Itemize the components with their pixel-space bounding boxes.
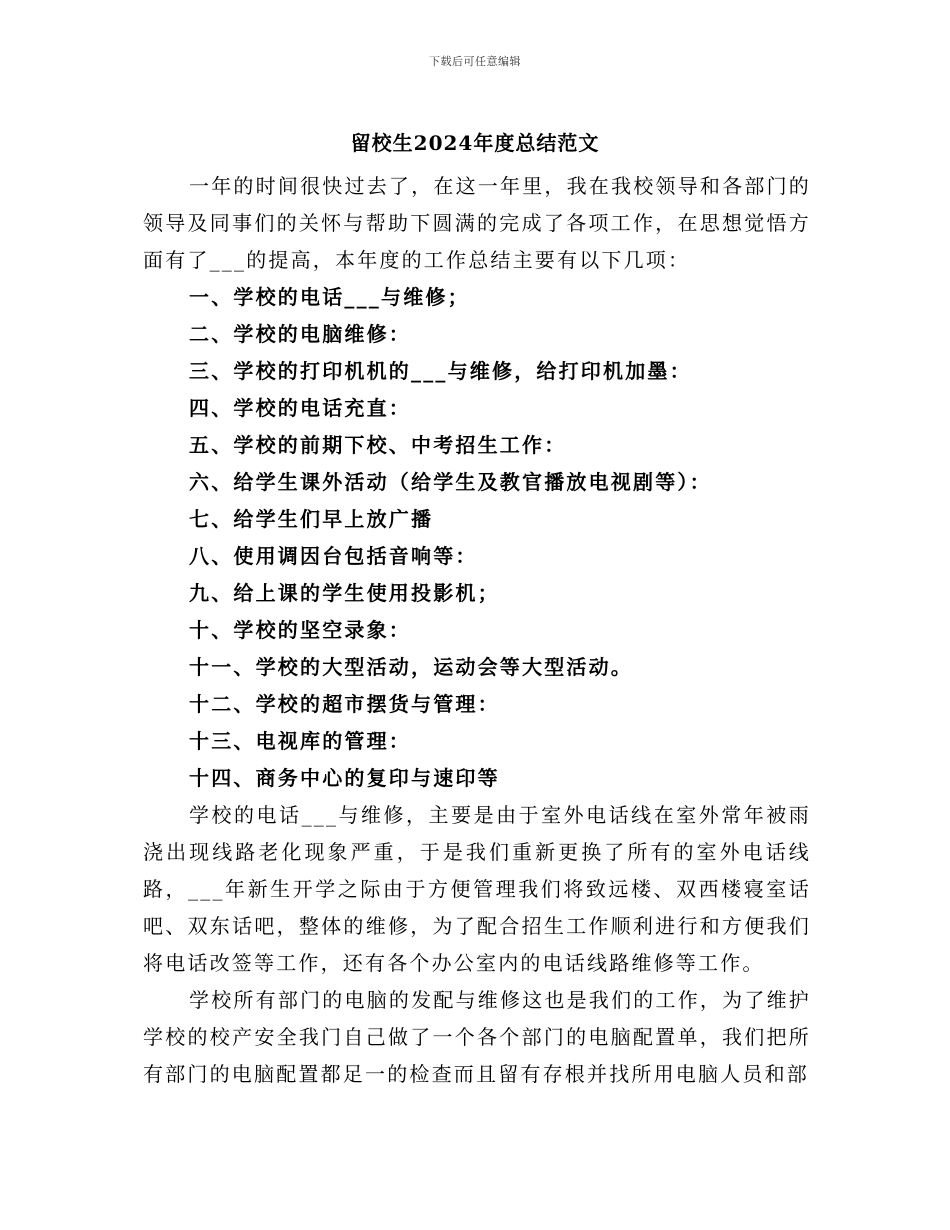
document-title: 留校生2024年度总结范文 [350, 131, 600, 155]
list-item: 七、给学生们早上放广播 [189, 507, 434, 531]
header-note: 下载后可任意编辑 [429, 55, 521, 68]
list-item: 十三、电视库的管理： [189, 729, 411, 753]
list-item: 三、学校的打印机机的___与维修，给打印机加墨： [189, 359, 692, 383]
list-item: 一、学校的电话___与维修； [189, 285, 470, 309]
work-item-list [143, 279, 811, 797]
list-item: 四、学校的电话充直： [189, 396, 411, 420]
list-item: 六、给学生课外活动（给学生及教官播放电视剧等）： [189, 470, 712, 494]
phone-repair-paragraph: 学校的电话___与维修，主要是由于室外电话线在室外常年被雨浇出现线路老化现象严重，于是我们重新更换了所有的室外电话线路，___年新生开学之际由于方便管理我们将致远楼、双西楼寝室话吧、双东话吧，整体的维修，为了配合招生工作顺利进行和方便我们将电话改签等工作，还有各个办公室内的电话线路维修等工作。 [143, 803, 811, 975]
document-body [143, 168, 811, 1093]
computer-maintenance-paragraph: 学校所有部门的电脑的发配与维修这也是我们的工作，为了维护学校的校产安全我门自己做了一个各个部门的电脑配置单，我们把所有部门的电脑配置都足一的检查而且留有存根并找所用电脑人员和部 [143, 988, 811, 1086]
intro-paragraph: 一年的时间很快过去了，在这一年里，我在我校领导和各部门的领导及同事们的关怀与帮助下圆满的完成了各项工作，在思想觉悟方面有了___的提高，本年度的工作总结主要有以下几项： [143, 174, 811, 272]
list-item: 九、给上课的学生使用投影机； [189, 581, 500, 605]
list-item: 十、学校的坚空录象： [189, 618, 411, 642]
list-item: 五、学校的前期下校、中考招生工作： [189, 433, 567, 457]
list-item: 十一、学校的大型活动，运动会等大型活动。 [189, 655, 633, 679]
list-item: 八、使用调因台包括音响等： [189, 544, 478, 568]
list-item: 十四、商务中心的复印与速印等 [189, 766, 500, 790]
list-item: 二、学校的电脑维修： [189, 322, 411, 346]
list-item: 十二、学校的超市摆货与管理： [189, 692, 500, 716]
